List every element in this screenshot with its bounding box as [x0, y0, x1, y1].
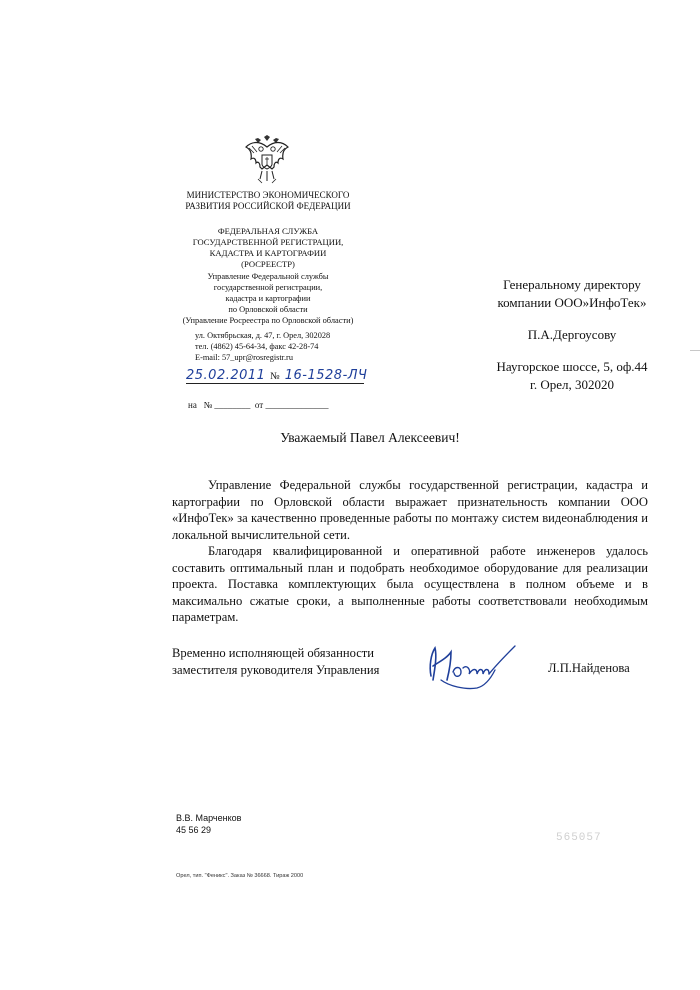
addressee-block: [452, 276, 692, 394]
department-line: кадастра и картографии: [225, 294, 311, 303]
service-line: ГОСУДАРСТВЕННОЙ РЕГИСТРАЦИИ,: [192, 237, 344, 247]
reply-from-blank: ______________: [265, 400, 329, 410]
registration-date: 25.02.2011: [186, 368, 266, 383]
address-line: E-mail: 57_upr@rosregistr.ru: [195, 353, 293, 362]
department-line: Управление Федеральной службы: [207, 272, 329, 281]
addressee-name: П.А.Дергоусову: [527, 327, 617, 342]
department-name: [168, 271, 368, 326]
service-line: ФЕДЕРАЛЬНАЯ СЛУЖБА: [217, 226, 319, 236]
registration-number: [186, 368, 367, 383]
addressee-position-line: Генеральному директору: [503, 277, 641, 292]
service-name: [168, 226, 368, 270]
letter-body: [172, 477, 648, 626]
executor-phone: 45 56 29: [176, 825, 212, 835]
ministry-line: МИНИСТЕРСТВО ЭКОНОМИЧЕСКОГО: [186, 190, 350, 200]
addressee-position-line: компании ООО»ИнфоТек»: [497, 295, 647, 310]
reply-no-label: №: [203, 400, 213, 410]
signatory-title: [172, 645, 432, 679]
reply-on-label: на: [188, 400, 197, 410]
address-line: тел. (4862) 45-64-34, факс 42-28-74: [195, 342, 319, 351]
department-line: государственной регистрации,: [213, 283, 323, 292]
department-line: (Управление Росреестра по Орловской области): [182, 316, 354, 325]
signatory-name: Л.П.Найденова: [548, 661, 630, 675]
executor-name: В.В. Марченков: [176, 813, 242, 823]
service-line: КАДАСТРА И КАРТОГРАФИИ: [209, 248, 327, 258]
reply-from-label: от: [254, 400, 264, 410]
sender-address: [195, 330, 355, 363]
signatory-title-line: заместителя руководителя Управления: [172, 663, 380, 677]
registration-underline: [186, 383, 364, 384]
faint-stamp-number: 565057: [556, 832, 602, 844]
address-line: ул. Октябрьская, д. 47, г. Орел, 302028: [195, 331, 331, 340]
ministry-name: [168, 190, 368, 212]
reply-no-blank: ________: [214, 400, 251, 410]
body-paragraph: Благодаря квалифицированной и оперативной работе инженеров удалось составить оптимальный план и подобрать необходимое оборудование для реализации проекта. Поставка комплектующих была осуществлена в полном объеме и в максимально сжатые сроки, а выполненные работы соответствовали необходимым параметрам.: [172, 544, 648, 624]
body-paragraph: Управление Федеральной службы государственной регистрации, кадастра и картографии по Орловской области выражает признательность компании ООО «ИнфоТек» за качественно проведенные работы по монтажу систем видеонаблюдения и локальной вычислительной сети.: [172, 478, 648, 542]
salutation: Уважаемый Павел Алексеевич!: [280, 430, 460, 445]
executor-info: [176, 812, 241, 836]
printer-imprint: Орел, тип. "Феникс". Заказ № 36668. Тираж 2000: [176, 873, 304, 879]
addressee-address-line: г. Орел, 302020: [529, 377, 614, 392]
coat-of-arms-icon: [244, 135, 290, 185]
service-line: (РОСРЕЕСТР): [241, 259, 295, 269]
reply-reference: [188, 400, 328, 410]
handwritten-signature: [425, 640, 520, 690]
department-line: по Орловской области: [228, 305, 308, 314]
addressee-address-line: Наугорское шоссе, 5, оф.44: [496, 359, 648, 374]
number-sign: №: [270, 371, 281, 382]
ministry-line: РАЗВИТИЯ РОССИЙСКОЙ ФЕДЕРАЦИИ: [185, 201, 351, 211]
registration-code: 16-1528-ЛЧ: [284, 368, 368, 383]
signatory-title-line: Временно исполняющей обязанности: [172, 646, 375, 660]
fold-mark: [690, 350, 700, 351]
